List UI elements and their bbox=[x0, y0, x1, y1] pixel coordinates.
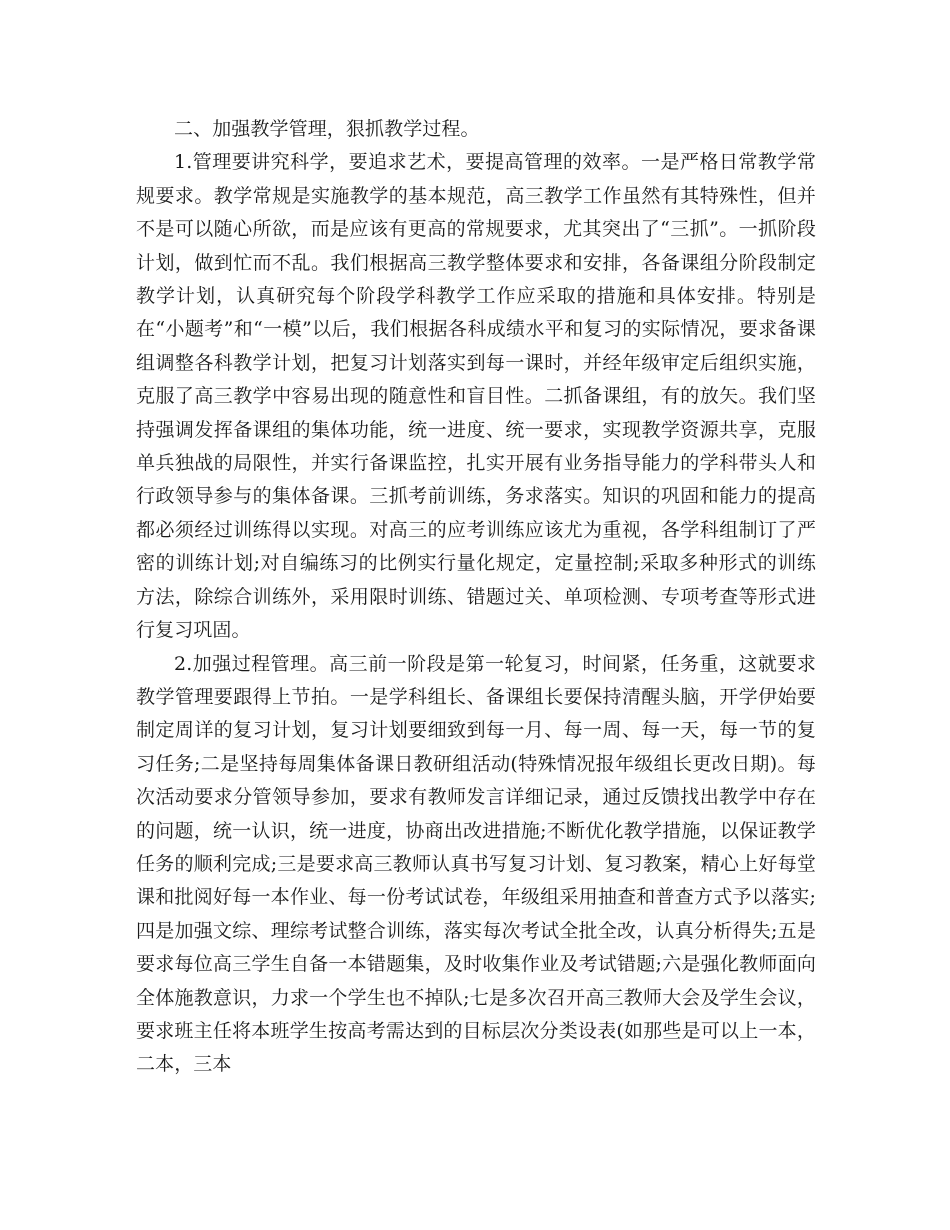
paragraph-2: 2.加强过程管理。高三前一阶段是第一轮复习，时间紧，任务重，这就要求教学管理要跟得上节拍。一是学科组长、备课组长要保持清醒头脑，开学伊始要制定周详的复习计划，复习计划要细致到每一月、每一周、每一天，每一节的复习任务;二是坚持每周集体备课日教研组活动(特殊情况报年级组长更改日期)。每次活动要求分管领导参加，要求有教师发言详细记录，通过反馈找出教学中存在的问题，统一认识，统一进度，协商出改进措施;不断优化教学措施，以保证教学任务的顺利完成;三是要求高三教师认真书写复习计划、复习教案，精心上好每堂课和批阅好每一本作业、每一份考试试卷，年级组采用抽查和普查方式予以落实;四是加强文综、理综考试整合训练，落实每次考试全批全改，认真分析得失;五是要求每位高三学生自备一本错题集，及时收集作业及考试错题;六是强化教师面向全体施教意识，力求一个学生也不掉队;七是多次召开高三教师大会及学生会议，要求班主任将本班学生按高考需达到的目标层次分类设表(如那些是可以上一本，二本，三本 bbox=[136, 652, 816, 1076]
paragraph-1: 1.管理要讲究科学，要追求艺术，要提高管理的效率。一是严格日常教学常规要求。教学常规是实施教学的基本规范，高三教学工作虽然有其特殊性，但并不是可以随心所欲，而是应该有更高的常规要求，尤其突出了“三抓”。一抓阶段计划，做到忙而不乱。我们根据高三教学整体要求和安排，各备课组分阶段制定教学计划，认真研究每个阶段学科教学工作应采取的措施和具体安排。特别是在“小题考”和“一模”以后，我们根据各科成绩水平和复习的实际情况，要求备课组调整各科教学计划，把复习计划落实到每一课时，并经年级审定后组织实施，克服了高三教学中容易出现的随意性和盲目性。二抓备课组，有的放矢。我们坚持强调发挥备课组的集体功能，统一进度、统一要求，实现教学资源共享，克服单兵独战的局限性，并实行备课监控，扎实开展有业务指导能力的学科带头人和行政领导参与的集体备课。三抓考前训练，务求落实。知识的巩固和能力的提高都必须经过训练得以实现。对高三的应考训练应该尤为重视，各学科组制订了严密的训练计划;对自编练习的比例实行量化规定，定量控制;采取多种形式的训练方法，除综合训练外，采用限时训练、错题过关、单项检测、专项考查等形式进行复习巩固。 bbox=[136, 151, 816, 642]
section-heading: 二、加强教学管理，狠抓教学过程。 bbox=[174, 118, 480, 140]
document-body bbox=[136, 113, 816, 1082]
